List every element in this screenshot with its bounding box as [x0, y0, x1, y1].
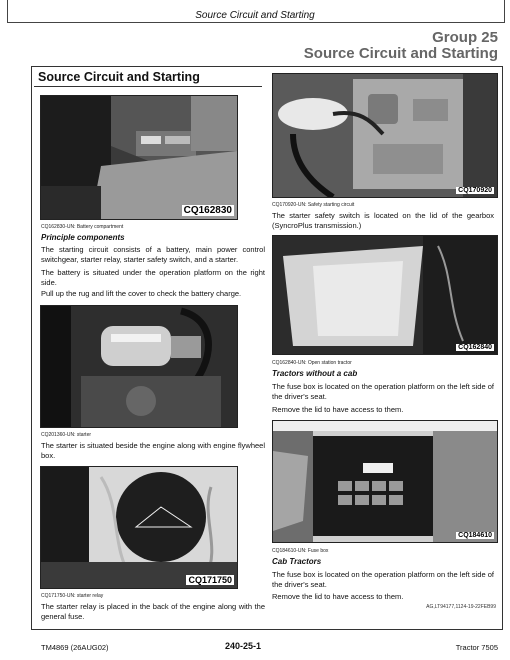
starter-relay-image	[41, 467, 237, 588]
photo-code-label: CQ162840	[458, 344, 492, 351]
caption-fuse-box: CQ184610-UN: Fuse box	[272, 548, 329, 554]
photo-code-label: CQ184610	[458, 532, 492, 539]
para-remove-lid-no-cab: Remove the lid to have access to them.	[272, 405, 404, 414]
caption-safety-circuit: CQ170920-UN: Safety starting circuit	[272, 202, 355, 208]
caption-open-station: CQ162840-UN: Open station tractor	[272, 360, 352, 366]
section-rule	[34, 86, 262, 87]
para-starting-circuit: The starting circuit consists of a battery, main power control switchgear, starter relay, starter safety switch, and a starter.	[41, 245, 265, 264]
photo-code-label: CQ162830	[183, 205, 232, 216]
para-safety-switch: The starter safety switch is located on the lid of the gearbox (SyncroPlus transmission.)	[272, 211, 494, 230]
photo-open-station	[272, 235, 498, 355]
para-battery-location: The battery is situated under the operation platform on the right side.	[41, 268, 265, 287]
caption-starter-relay: CQ171750-UN: starter relay	[41, 593, 104, 599]
photo-starter-relay	[40, 466, 238, 589]
open-station-image	[273, 236, 497, 354]
photo-code-label: CQ171750	[188, 575, 232, 585]
photo-battery-compartment	[40, 95, 238, 220]
group-title: Source Circuit and Starting	[303, 45, 498, 62]
fuse-box-image	[273, 421, 497, 542]
photo-fuse-box	[272, 420, 498, 543]
subhead-cab-tractors: Cab Tractors	[272, 557, 322, 566]
footer-page-number: 240-25-1	[225, 641, 262, 651]
footer-manual-id: TM4869 (26AUG02)	[41, 643, 109, 652]
principle-heading: Principle components	[41, 233, 125, 242]
caption-starter: CQ201360-UN: starter	[41, 432, 92, 438]
photo-starter	[40, 305, 238, 428]
running-header: Source Circuit and Starting	[195, 10, 315, 21]
para-starter-location: The starter is situated beside the engine along with engine flywheel box.	[41, 441, 265, 460]
para-remove-lid-cab: Remove the lid to have access to them.	[272, 592, 404, 601]
photo-code-label: CQ170920	[458, 187, 492, 194]
para-fuse-cab: The fuse box is located on the operation platform on the left side of the driver's seat.	[272, 570, 494, 589]
subhead-no-cab: Tractors without a cab	[272, 369, 358, 378]
safety-circuit-image	[273, 74, 497, 197]
para-battery-check: Pull up the rug and lift the cover to check the battery charge.	[41, 289, 242, 298]
para-fuse-no-cab: The fuse box is located on the operation platform on the left side of the driver's seat.	[272, 382, 494, 401]
photo-safety-circuit	[272, 73, 498, 198]
battery-compartment-image	[41, 96, 237, 219]
caption-battery-compartment: CQ162830-UN: Battery compartment	[41, 224, 124, 230]
section-heading: Source Circuit and Starting	[38, 70, 200, 84]
reference-code: AG,LT94177,1124-19-22FEB99	[426, 604, 496, 610]
para-starter-relay: The starter relay is placed in the back of the engine along with the general fuse.	[41, 602, 265, 621]
footer-model: Tractor 7505	[455, 643, 498, 652]
starter-image	[41, 306, 237, 427]
group-label: Group 25	[432, 29, 498, 46]
